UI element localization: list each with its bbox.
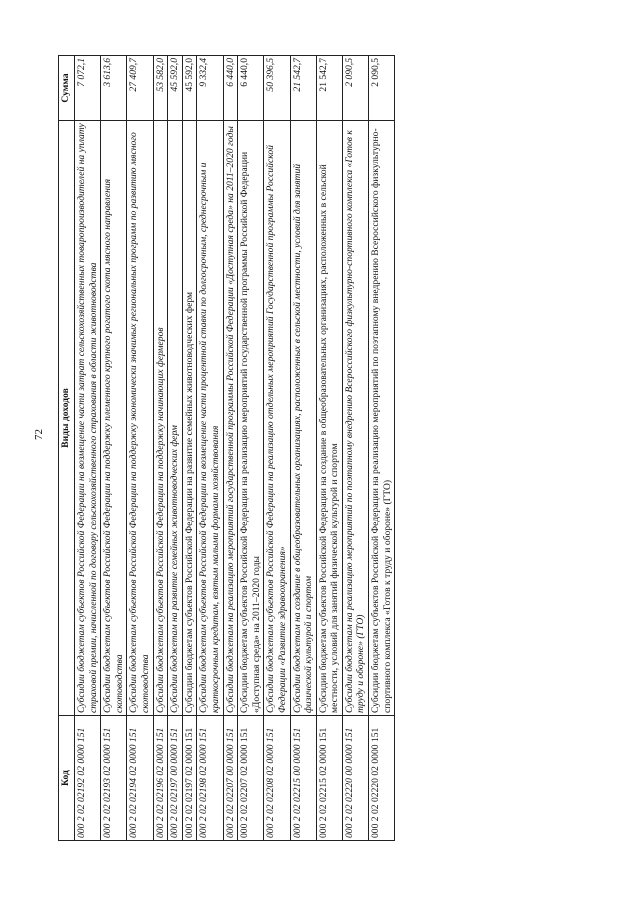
row-sum: 45 592,0 — [168, 56, 183, 121]
row-sum: 2 090,5 — [342, 56, 368, 121]
row-sum: 27 409,7 — [127, 56, 153, 121]
row-income-type: Субсидии бюджетам на реализацию мероприятий по поэтапному внедрению Всероссийского физкультурно-спортивного комплекса «Готов к труду и обороне» (ГТО) — [342, 121, 368, 716]
table-row — [342, 56, 368, 841]
table-row — [290, 56, 316, 841]
table-row — [316, 56, 342, 841]
row-income-type: Субсидии бюджетам субъектов Российской Федерации на возмещение части процентной ставки по долгосрочным, среднесрочным и краткосрочным кредитам, взятым малыми формами хозяйствования — [197, 121, 223, 716]
row-sum: 53 582,0 — [153, 56, 168, 121]
row-income-type: Субсидии бюджетам на развитие семейных животноводческих ферм — [168, 121, 183, 716]
table-row — [182, 56, 197, 841]
table-row — [153, 56, 168, 841]
row-income-type: Субсидии бюджетам субъектов Российской Федерации на развитие семейных животноводческих ферм — [182, 121, 197, 716]
table-header-row — [59, 56, 75, 841]
row-code: 000 2 02 02197 00 0000 151 — [168, 716, 183, 841]
rotated-table-container — [58, 56, 585, 841]
row-code: 000 2 02 02215 02 0000 151 — [316, 716, 342, 841]
row-sum: 2 090,5 — [369, 56, 395, 121]
row-code: 000 2 02 02194 02 0000 151 — [127, 716, 153, 841]
row-code: 000 2 02 02192 02 0000 151 — [75, 716, 101, 841]
table-row — [127, 56, 153, 841]
table-row — [75, 56, 101, 841]
row-code: 000 2 02 02215 00 0000 151 — [290, 716, 316, 841]
table-row — [168, 56, 183, 841]
table-row — [238, 56, 264, 841]
row-income-type: Субсидии бюджетам субъектов Российской Федерации на реализацию отдельных мероприятий Государственной программы Российской Федерации «Развитие здравоохранения» — [264, 121, 290, 716]
row-code: 000 2 02 02220 02 0000 151 — [369, 716, 395, 841]
row-sum: 21 542,7 — [316, 56, 342, 121]
row-income-type: Субсидии бюджетам на реализацию мероприятий государственной программы Российской Федерации «Доступная среда» на 2011–2020 годы — [223, 121, 238, 716]
income-table — [58, 55, 395, 841]
table-row — [101, 56, 127, 841]
row-code: 000 2 02 02196 02 0000 151 — [153, 716, 168, 841]
row-income-type: Субсидии бюджетам субъектов Российской Федерации на возмещение части затрат сельскохозяйственных товаропроизводителей на уплату страховой премии, начисленной по договору сельскохозяйственного страхования в области животноводства — [75, 121, 101, 716]
row-code: 000 2 02 02220 00 0000 151 — [342, 716, 368, 841]
row-sum: 6 440,0 — [223, 56, 238, 121]
row-sum: 9 332,4 — [197, 56, 223, 121]
row-code: 000 2 02 02208 02 0000 151 — [264, 716, 290, 841]
row-sum: 50 396,5 — [264, 56, 290, 121]
row-code: 000 2 02 02207 02 0000 151 — [238, 716, 264, 841]
row-sum: 45 592,0 — [182, 56, 197, 121]
row-code: 000 2 02 02198 02 0000 151 — [197, 716, 223, 841]
header-code: Код — [59, 716, 75, 841]
row-code: 000 2 02 02207 00 0000 151 — [223, 716, 238, 841]
row-income-type: Субсидии бюджетам субъектов Российской Федерации на реализацию мероприятий по поэтапному внедрению Всероссийского физкультурно-спортивного комплекса «Готов к труду и обороне» (ГТО) — [369, 121, 395, 716]
row-sum: 3 613,6 — [101, 56, 127, 121]
table-row — [369, 56, 395, 841]
row-income-type: Субсидии бюджетам субъектов Российской Федерации на реализацию мероприятий государственной программы Российской Федерации «Доступная среда» на 2011–2020 годы — [238, 121, 264, 716]
row-sum: 21 542,7 — [290, 56, 316, 121]
header-sum: Сумма — [59, 56, 75, 121]
header-income-type: Виды доходов — [59, 121, 75, 716]
page-number: 72 — [33, 429, 45, 440]
row-code: 000 2 02 02193 02 0000 151 — [101, 716, 127, 841]
row-income-type: Субсидии бюджетам на создание в общеобразовательных организациях, расположенных в сельской местности, условий для занятий физической культурой и спортом — [290, 121, 316, 716]
table-row — [197, 56, 223, 841]
table-row — [223, 56, 238, 841]
row-sum: 7 072,1 — [75, 56, 101, 121]
row-sum: 6 440,0 — [238, 56, 264, 121]
row-income-type: Субсидии бюджетам субъектов Российской Федерации на поддержку племенного крупного рогатого скота мясного направления скотоводства — [101, 121, 127, 716]
row-income-type: Субсидии бюджетам субъектов Российской Федерации на поддержку экономически значимых региональных программ по развитию мясного скотоводства — [127, 121, 153, 716]
row-income-type: Субсидии бюджетам субъектов Российской Федерации на создание в общеобразовательных организациях, расположенных в сельской местности, условий для занятий физической культурой и спортом — [316, 121, 342, 716]
table-row — [264, 56, 290, 841]
row-code: 000 2 02 02197 02 0000 151 — [182, 716, 197, 841]
row-income-type: Субсидии бюджетам субъектов Российской Федерации на поддержку начинающих фермеров — [153, 121, 168, 716]
